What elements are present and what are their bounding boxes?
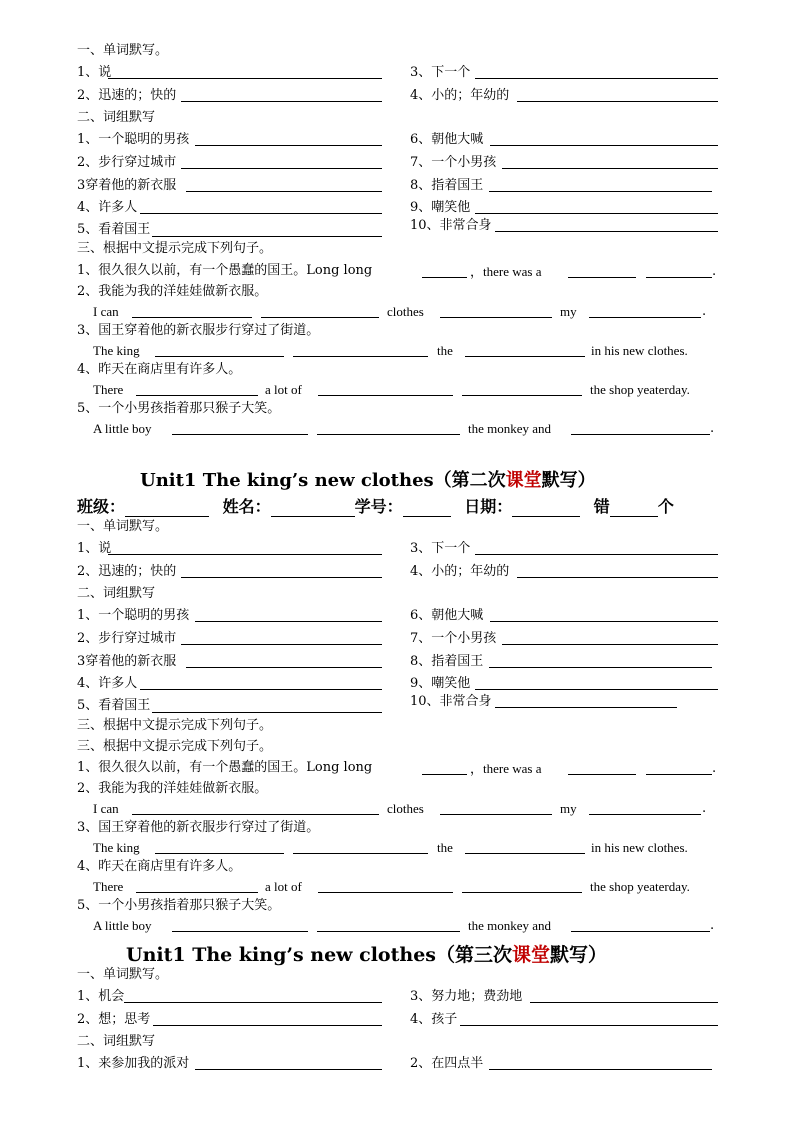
sentence-prompt: 2、我能为我的洋娃娃做新衣服。 — [77, 781, 268, 796]
section-heading: 三、根据中文提示完成下列句子。 — [77, 739, 273, 754]
answer-blank[interactable] — [440, 814, 552, 815]
answer-blank[interactable] — [490, 621, 718, 622]
answer-blank[interactable] — [140, 213, 382, 214]
sentence-text: in his new clothes. — [591, 343, 688, 358]
answer-blank[interactable] — [495, 231, 718, 232]
answer-blank[interactable] — [152, 236, 382, 237]
answer-blank[interactable] — [136, 395, 258, 396]
answer-blank[interactable] — [460, 1025, 718, 1026]
answer-blank[interactable] — [261, 317, 379, 318]
phrase-item: 5、看着国王 — [77, 222, 151, 237]
sentence-prompt: 5、一个小男孩指着那只猴子大笑。 — [77, 401, 281, 416]
phrase-item: 4、许多人 — [77, 676, 138, 691]
sentence-prompt: 3、国王穿着他的新衣服步行穿过了街道。 — [77, 820, 320, 835]
answer-blank[interactable] — [465, 853, 585, 854]
answer-blank[interactable] — [181, 577, 382, 578]
word-item: 3、下一个 — [410, 541, 471, 556]
sentence-text: A little boy — [93, 421, 152, 436]
phrase-item: 2、步行穿过城市 — [77, 631, 177, 646]
sentence-text: the monkey and — [468, 918, 552, 933]
answer-blank[interactable] — [489, 191, 712, 192]
answer-blank[interactable] — [440, 317, 552, 318]
answer-blank[interactable] — [181, 644, 382, 645]
word-item: 4、小的；年幼的 — [410, 564, 510, 579]
answer-blank[interactable] — [589, 814, 701, 815]
sentence-text: clothes — [387, 304, 424, 319]
section-heading: 一、单词默写。 — [77, 519, 169, 534]
sentence-text: I can — [93, 304, 119, 319]
answer-blank[interactable] — [490, 145, 718, 146]
answer-blank[interactable] — [186, 667, 382, 668]
phrase-item: 8、指着国王 — [410, 178, 484, 193]
sentence-text: I can — [93, 801, 119, 816]
word-item: 4、小的；年幼的 — [410, 88, 510, 103]
answer-blank[interactable] — [318, 395, 453, 396]
answer-blank[interactable] — [475, 78, 718, 79]
section-heading: 一、单词默写。 — [77, 967, 169, 982]
sentence-text: There — [93, 382, 124, 397]
answer-blank[interactable] — [108, 78, 382, 79]
answer-blank[interactable] — [571, 434, 710, 435]
answer-blank[interactable] — [181, 168, 382, 169]
answer-blank[interactable] — [465, 356, 585, 357]
section-heading: 二、词组默写 — [77, 110, 156, 125]
answer-blank[interactable] — [155, 853, 284, 854]
sentence-prompt: 1、很久很久以前，有一个愚蠢的国王。Long long — [77, 760, 373, 775]
sentence-prompt: 5、一个小男孩指着那只猴子大笑。 — [77, 898, 281, 913]
sentence-text: There — [93, 879, 124, 894]
phrase-item: 10、非常合身 — [410, 218, 492, 233]
answer-blank[interactable] — [475, 554, 718, 555]
word-item: 1、机会 — [77, 989, 125, 1004]
date-field[interactable] — [512, 497, 580, 517]
sentence-text: ，there was a — [470, 761, 542, 776]
class-field[interactable] — [125, 497, 209, 517]
answer-blank[interactable] — [571, 931, 710, 932]
sentence-prompt: 4、昨天在商店里有许多人。 — [77, 362, 242, 377]
sentence-text: The king — [93, 840, 140, 855]
section-heading: 三、根据中文提示完成下列句子。 — [77, 241, 273, 256]
answer-blank[interactable] — [155, 356, 284, 357]
answer-blank[interactable] — [172, 931, 308, 932]
answer-blank[interactable] — [108, 554, 382, 555]
sentence-text: the shop yeaterday. — [590, 879, 690, 894]
sentence-text: the monkey and — [468, 421, 552, 436]
sentence-text: The king — [93, 343, 140, 358]
answer-blank[interactable] — [502, 644, 718, 645]
page-title: Unit1 The king’s new clothes（第二次课堂默写） — [140, 470, 596, 491]
sentence-prompt: 4、昨天在商店里有许多人。 — [77, 859, 242, 874]
phrase-item: 6、朝他大喊 — [410, 132, 484, 147]
sentence-text: clothes — [387, 801, 424, 816]
answer-blank[interactable] — [462, 395, 582, 396]
sentence-text: a lot of — [265, 879, 302, 894]
sentence-text: my — [560, 304, 577, 319]
section-heading: 三、根据中文提示完成下列句子。 — [77, 718, 273, 733]
answer-blank[interactable] — [124, 1002, 382, 1003]
answer-blank[interactable] — [489, 1069, 712, 1070]
phrase-item: 2、在四点半 — [410, 1056, 484, 1071]
phrase-item: 3穿着他的新衣服 — [77, 654, 177, 669]
phrase-item: 9、嘲笑他 — [410, 676, 471, 691]
sentence-text: in his new clothes. — [591, 840, 688, 855]
answer-blank[interactable] — [568, 277, 636, 278]
answer-blank[interactable] — [422, 277, 467, 278]
word-item: 2、迅速的；快的 — [77, 564, 177, 579]
answer-blank[interactable] — [181, 101, 382, 102]
answer-blank[interactable] — [172, 434, 308, 435]
student-info-row: 班级： 姓名： 学号： 日期： 错 个 — [77, 497, 674, 516]
sentence-text: a lot of — [265, 382, 302, 397]
phrase-item: 2、步行穿过城市 — [77, 155, 177, 170]
phrase-item: 1、一个聪明的男孩 — [77, 608, 190, 623]
phrase-item: 3穿着他的新衣服 — [77, 178, 177, 193]
student-number-field[interactable] — [403, 497, 451, 517]
answer-blank[interactable] — [530, 1002, 718, 1003]
page-title: Unit1 The king’s new clothes（第三次课堂默写） — [126, 944, 608, 966]
answer-blank[interactable] — [475, 689, 718, 690]
section-heading: 二、词组默写 — [77, 1034, 156, 1049]
answer-blank[interactable] — [489, 667, 712, 668]
answer-blank[interactable] — [462, 892, 582, 893]
word-item: 1、说 — [77, 541, 112, 556]
sentence-text: ，there was a — [470, 264, 542, 279]
phrase-item: 6、朝他大喊 — [410, 608, 484, 623]
answer-blank[interactable] — [317, 434, 460, 435]
phrase-item: 1、一个聪明的男孩 — [77, 132, 190, 147]
answer-blank[interactable] — [186, 191, 382, 192]
sentence-text: the — [437, 343, 453, 358]
answer-blank[interactable] — [195, 621, 382, 622]
answer-blank[interactable] — [136, 892, 258, 893]
sentence-text: the — [437, 840, 453, 855]
word-item: 2、想；思考 — [77, 1012, 151, 1027]
answer-blank[interactable] — [152, 712, 382, 713]
word-item: 1、说 — [77, 65, 112, 80]
answer-blank[interactable] — [318, 892, 453, 893]
sentence-prompt: 2、我能为我的洋娃娃做新衣服。 — [77, 284, 268, 299]
word-item: 3、努力地；费劲地 — [410, 989, 523, 1004]
answer-blank[interactable] — [517, 101, 718, 102]
word-item: 3、下一个 — [410, 65, 471, 80]
answer-blank[interactable] — [317, 931, 460, 932]
sentence-text: the shop yeaterday. — [590, 382, 690, 397]
error-count-field[interactable] — [610, 497, 658, 517]
answer-blank[interactable] — [502, 168, 718, 169]
answer-blank[interactable] — [293, 356, 428, 357]
section-heading: 二、词组默写 — [77, 586, 156, 601]
answer-blank[interactable] — [589, 317, 701, 318]
answer-blank[interactable] — [195, 1069, 382, 1070]
answer-blank[interactable] — [195, 145, 382, 146]
phrase-item: 1、来参加我的派对 — [77, 1056, 190, 1071]
phrase-item: 9、嘲笑他 — [410, 200, 471, 215]
sentence-prompt: 1、很久很久以前，有一个愚蠢的国王。Long long — [77, 263, 373, 278]
answer-blank[interactable] — [132, 814, 379, 815]
answer-blank[interactable] — [293, 853, 428, 854]
phrase-item: 8、指着国王 — [410, 654, 484, 669]
phrase-item: 5、看着国王 — [77, 698, 151, 713]
answer-blank[interactable] — [646, 277, 712, 278]
answer-blank[interactable] — [153, 1025, 382, 1026]
answer-blank[interactable] — [517, 577, 718, 578]
section-heading: 一、单词默写。 — [77, 43, 169, 58]
answer-blank[interactable] — [475, 213, 718, 214]
answer-blank[interactable] — [495, 707, 677, 708]
word-item: 2、迅速的；快的 — [77, 88, 177, 103]
phrase-item: 10、非常合身 — [410, 694, 492, 709]
phrase-item: 4、许多人 — [77, 200, 138, 215]
answer-blank[interactable] — [140, 689, 382, 690]
phrase-item: 7、一个小男孩 — [410, 631, 497, 646]
phrase-item: 7、一个小男孩 — [410, 155, 497, 170]
answer-blank[interactable] — [132, 317, 252, 318]
name-field[interactable] — [271, 497, 355, 517]
answer-blank[interactable] — [422, 774, 467, 775]
sentence-text: A little boy — [93, 918, 152, 933]
answer-blank[interactable] — [646, 774, 712, 775]
sentence-text: my — [560, 801, 577, 816]
sentence-prompt: 3、国王穿着他的新衣服步行穿过了街道。 — [77, 323, 320, 338]
answer-blank[interactable] — [568, 774, 636, 775]
word-item: 4、孩子 — [410, 1012, 458, 1027]
